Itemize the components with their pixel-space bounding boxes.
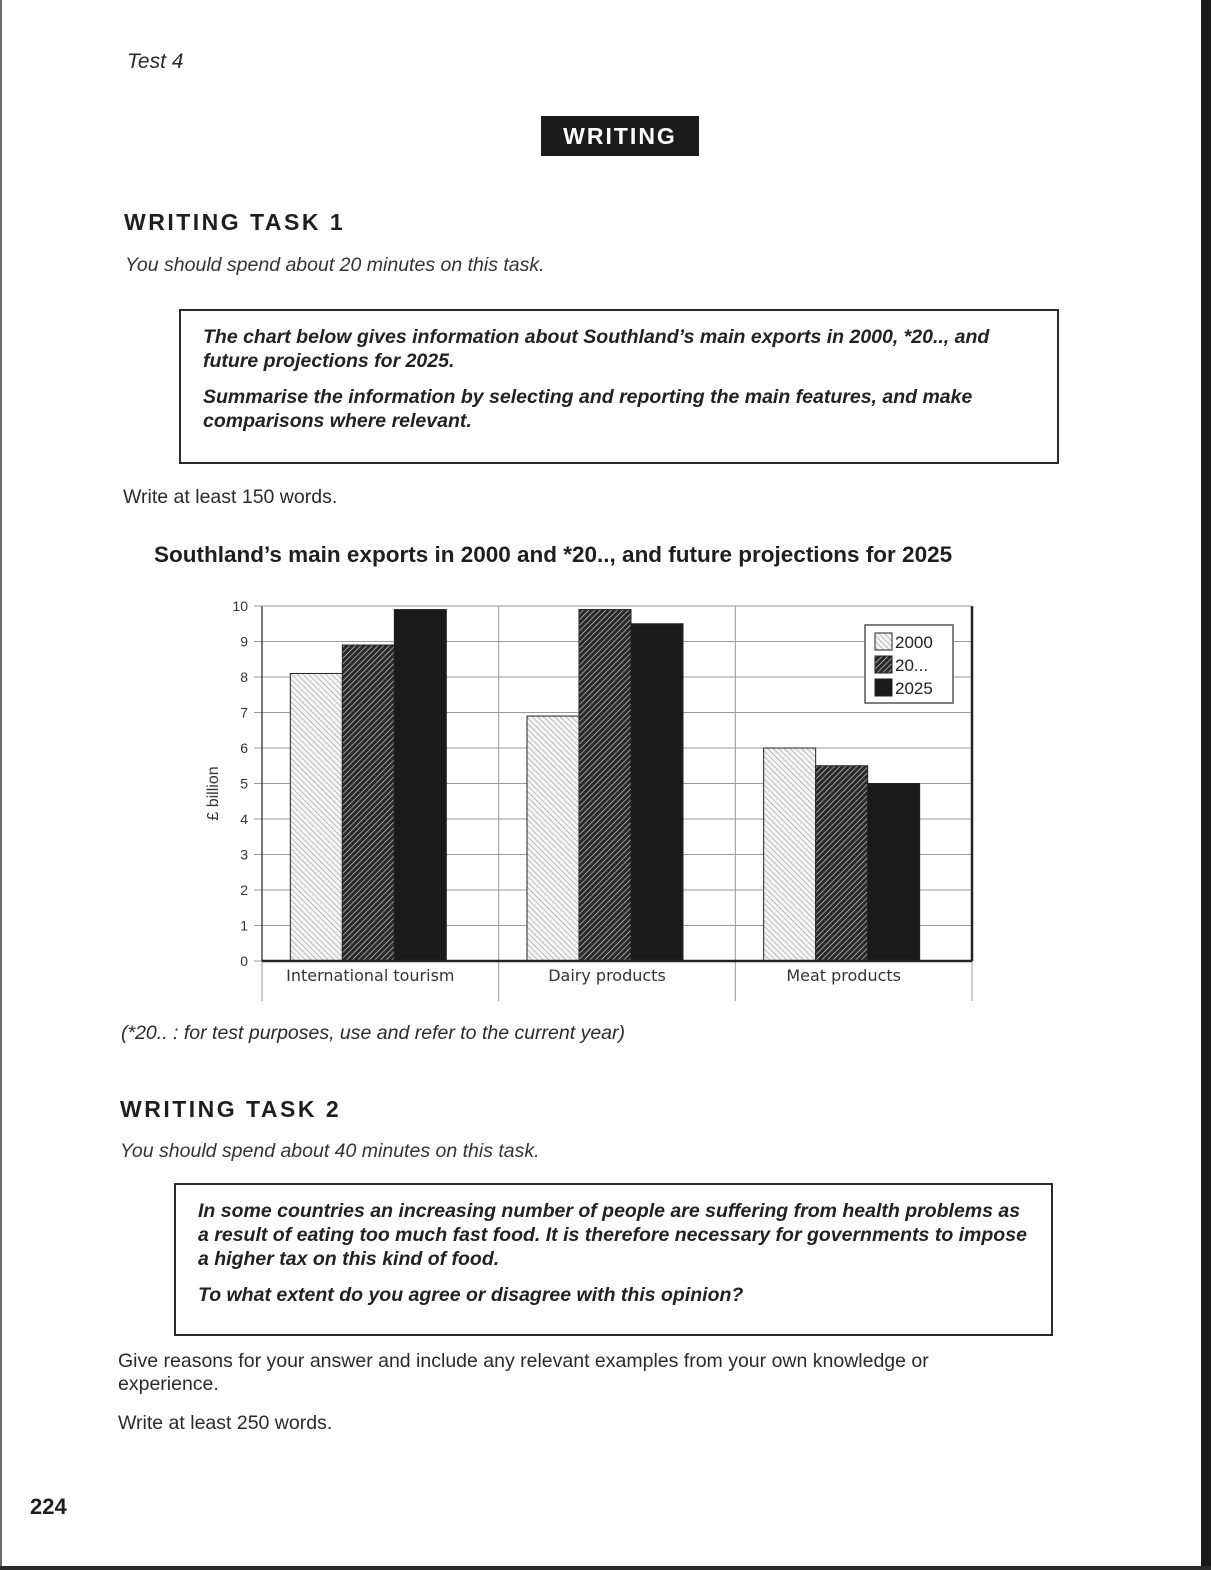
exports-bar-chart [190, 590, 990, 1010]
page-bottom-edge [0, 1566, 1211, 1570]
x-category-label: Meat products [786, 966, 902, 985]
chart-footnote: (*20.. : for test purposes, use and refer to the current year) [121, 1022, 626, 1044]
page-left-edge [0, 0, 2, 1570]
task1-title: WRITING TASK 1 [124, 209, 346, 235]
y-tick-label: 7 [240, 704, 248, 721]
legend-label: 20... [895, 656, 929, 675]
task2-prompt-box [174, 1183, 1053, 1336]
y-tick-label: 3 [240, 846, 248, 863]
task1-prompt-box [179, 309, 1059, 464]
task2-reasons-instruction: Give reasons for your answer and include any relevant examples from your own knowledge or experience. [118, 1350, 929, 1395]
bar-20-1 [579, 610, 631, 961]
y-tick-label: 1 [240, 917, 248, 934]
bar-20-2 [816, 766, 868, 961]
writing-section-banner: WRITING [541, 116, 699, 156]
bar-2025-1 [631, 624, 683, 961]
task2-word-requirement: Write at least 250 words. [118, 1412, 333, 1434]
page-number: 224 [30, 1494, 67, 1519]
page-right-edge [1201, 0, 1211, 1570]
bar-2025-0 [394, 610, 446, 961]
task2-title: WRITING TASK 2 [120, 1096, 342, 1122]
bar-2000-0 [290, 673, 342, 961]
y-tick-label: 10 [232, 598, 248, 614]
y-tick-label: 4 [240, 811, 248, 827]
task2-time-instruction: You should spend about 40 minutes on this task. [120, 1140, 540, 1162]
bar-2000-2 [764, 748, 816, 961]
y-tick-label: 6 [240, 740, 248, 756]
y-tick-label: 8 [240, 669, 248, 685]
task1-word-requirement: Write at least 150 words. [123, 486, 338, 508]
bar-20-0 [342, 645, 394, 961]
task2-prompt-statement: In some countries an increasing number of people are suffering from health problems as a result of eating too much fast food. It is therefore necessary for governments to impose a higher tax on this kind of food. [198, 1200, 1027, 1270]
task1-time-instruction: You should spend about 20 minutes on this task. [125, 254, 545, 276]
task1-prompt-instruction: Summarise the information by selecting and reporting the main features, and make comparisons where relevant. [203, 386, 973, 432]
legend-label: 2025 [895, 679, 933, 698]
x-category-label: Dairy products [548, 966, 666, 985]
y-tick-label: 2 [240, 882, 248, 898]
chart-title: Southland’s main exports in 2000 and *20.., and future projections for 2025 [154, 542, 953, 567]
bar-2000-1 [527, 716, 579, 961]
task1-prompt-description: The chart below gives information about Southland’s main exports in 2000, *20.., and future projections for 2025. [203, 326, 990, 372]
test-header-label: Test 4 [127, 50, 184, 73]
y-tick-label: 9 [240, 633, 248, 650]
bar-2025-2 [868, 784, 920, 962]
legend-swatch [875, 679, 892, 696]
x-category-label: International tourism [286, 966, 455, 985]
legend-swatch [875, 656, 892, 673]
legend-label: 2000 [895, 633, 933, 652]
y-tick-label: 0 [240, 953, 248, 969]
task2-prompt-question: To what extent do you agree or disagree with this opinion? [198, 1284, 744, 1306]
y-tick-label: 5 [240, 775, 248, 792]
y-axis-label: £ billion [205, 766, 222, 821]
legend-swatch [875, 633, 892, 650]
